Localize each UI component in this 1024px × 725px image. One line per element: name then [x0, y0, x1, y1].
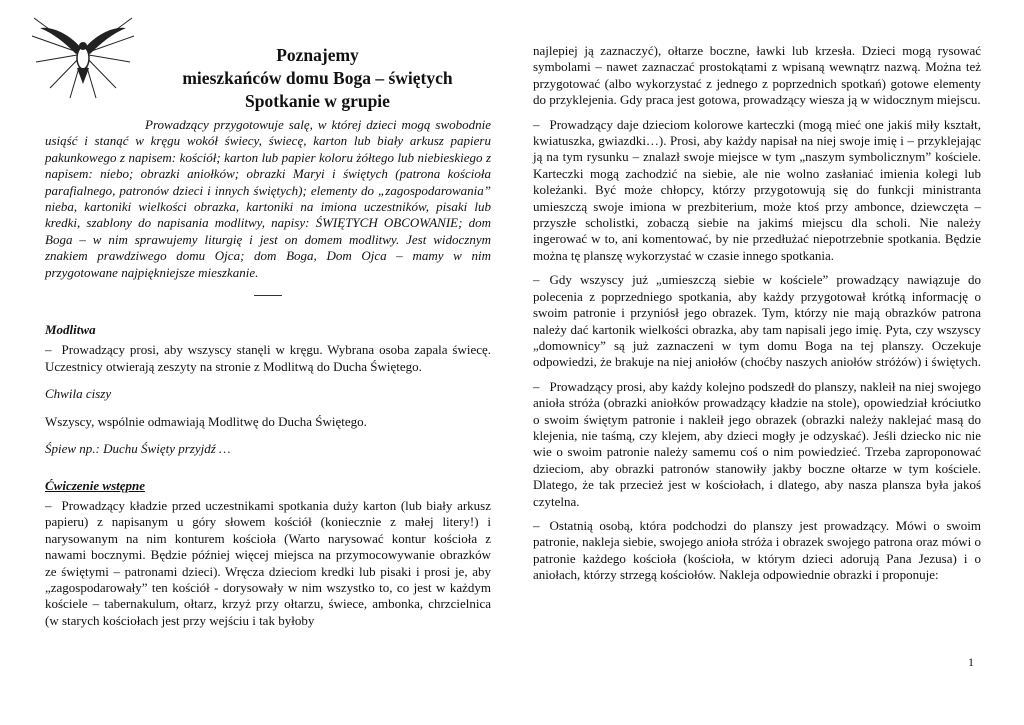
right-paragraph-2 — [533, 272, 981, 370]
prayer-heading: Modlitwa — [45, 322, 96, 338]
right-column — [533, 43, 981, 592]
dash-bullet: – — [45, 342, 52, 358]
prayer-text: Prowadzący prosi, aby wszyscy stanęli w kręgu. Wybrana osoba zapala świecę. Uczestnicy otwierają zeszyty na stronie z Modlitwą do Ducha Świętego. — [45, 342, 491, 374]
silence-line: Chwila ciszy — [45, 386, 112, 402]
page-number: 1 — [968, 655, 974, 669]
prayer-paragraph — [45, 342, 491, 375]
exercise-heading — [45, 478, 491, 494]
right-text-3: Prowadzący prosi, aby każdy kolejno podszedł do planszy, nakleił na niej swojego anioła stróża (obrazki aniołków prowadzący kładzie na stole), opowiedział króciutko o swoim świętym patronie i nakleił jego obrazek (obrazki należy naklejać masą do klejenia, nie taśmą, czy klejem, aby dzieci mogły je odzyskać). Jeśli dziecko nic nie wie o swoim patronie należy samemu coś o nim powiedzieć. Trzeba zaproponować dzieciom, aby obrazki patronów stanowiły jakby boczne ołtarze w tym kościele. Dlatego, że tak przecież jest w kościołach, i dlatego, aby nasza plansza była jakoś czytelna. — [533, 378, 981, 509]
right-text-4: Ostatnią osobą, która podchodzi do planszy jest prowadzący. Mówi o swoim patronie, nakleja siebie, swojego anioła stróża i obrazek swojego patrona oraz mówi o patronie każdego kościoła (kościoła, w którym dzieci adorują Pana Jezusa) i o aniołach, którzy strzegą kościołów. Nakleja odpowiednie obrazki i proponuje: — [533, 517, 981, 583]
holy-spirit-dove-icon — [30, 14, 136, 100]
right-paragraph-1 — [533, 117, 981, 265]
right-paragraph-4 — [533, 518, 981, 584]
dash-bullet: – — [533, 272, 540, 288]
together-line: Wszyscy, wspólnie odmawiają Modlitwę do Ducha Świętego. — [45, 413, 367, 429]
song-line: Śpiew np.: Duchu Święty przyjdź … — [45, 441, 231, 457]
right-text-1: Prowadzący daje dzieciom kolorowe karteczki (mogą mieć one jakiś miły kształt, kwiatuszka, gwiazdki…). Prosi, aby każdy napisał na niej swoje imię i – przyklejając ją na tym rysunku – znalazł swoje miejsce w tym „naszym symbolicznym” kościele. Karteczki mogą zachodzić na siebie, ale nie wolno zasłaniać imienia kolegi lub koleżanki. Być może chłopcy, którzy przygotowują się do funkcji ministranta umieszczą swoje imiona w prezbiterium, może ktoś przy ambonce, dziewczęta – przyszłe scholistki, zobaczą siebie na jakimś miejscu dla scholi. Nie należy ingerować w to, ani komentować, by nie przedłużać niepotrzebnie spotkania. Będzie można tę planszę wykorzystać w czasie innego spotkania. — [533, 116, 981, 263]
dash-bullet: – — [45, 497, 52, 513]
exercise-text: Prowadzący kładzie przed uczestnikami spotkania duży karton (lub biały arkusz papieru) z napisanym u góry słowem kościół (koniecznie z małej litery!) i narysowanym na nim konturem kościoła (Warto narysować kontur kościoła z nawami bocznymi. Będzie później więcej miejsca na przymocowywanie obrazków ze świętymi – patronami dzieci). Wręcza dzieciom kredki lub pisaki i prosi je, aby „zagospodarowały” ten kościół - dorysowały w nim wszystko to, co jest w każdym kościele – tabernakulum, ołtarz, krzyż przy ołtarzu, świece, ambonka, chrzcielnica (w starych kościołach jest przy wejściu i tak byłoby — [45, 497, 491, 628]
dash-bullet: – — [533, 378, 540, 394]
left-column — [45, 117, 491, 635]
title-line-1: Poznajemy — [276, 45, 359, 65]
dash-bullet: – — [533, 116, 540, 132]
page-title — [150, 44, 485, 113]
exercise-paragraph — [45, 498, 491, 629]
intro-paragraph: Prowadzący przygotowuje salę, w której dzieci mogą swobodnie usiąść i stanąć w kręgu wokół świecy, świecę, karton lub biały arkusz papieru pakunkowego z napisem: kościół; karton lub papier koloru żółtego lub niebieskiego z napisem: niebo; obrazki aniołków; obrazki Maryi i świętych (patrona kościoła parafialnego, patronów dzieci i innych świętych); elementy do „zagospodarowania” nieba, kartoniki wielkości obrazka, kartoniki na imiona uczestników, pisaki lub kredki, szablony do napisania modlitwy, napisy: ŚWIĘTYCH OBCOWANIE; dom Boga – w nim sprawujemy liturgię i jest on domem modlitwy. Jest widocznym znakiem prawdziwego domu Ojca; dom Boga, Dom Ojca – mamy w nim przygotowane najpiękniejsze mieszkanie. — [45, 117, 491, 280]
title-line-3: Spotkanie w grupie — [245, 91, 390, 111]
right-paragraph-0: najlepiej ją zaznaczyć), ołtarze boczne, ławki lub krzesła. Dzieci mogą rysować symbolami – nawet zaznaczać prostokątami z wpisaną wewnątrz nazwą. Można też przygotować (albo wykorzystać z jednego z poprzednich spotkań) gotowe elementy do przyklejenia. Gdy praca jest gotowa, prowadzący wiesza ją w widocznym miejscu. — [533, 43, 981, 108]
dash-bullet: – — [533, 517, 540, 533]
exercise-heading-text: Ćwiczenie wstępne — [45, 477, 146, 493]
right-text-2: Gdy wszyscy już „umieszczą siebie w kościele” prowadzący nawiązuje do polecenia z poprzedniego spotkania, aby każdy przygotował krótką informację o swoim patronie i przyniósł jego obrazek. Tym, którzy nie mają obrazków patrona należy dać kartonik wielkości obrazka, aby tam napisali jego imię. Pyta, czy wszyscy „domownicy” są już zaznaczeni w tym domu Boga na tej planszy. Oczekuje odpowiedzi, że brakuje na niej aniołów (choćby naszych aniołów stróżów) i świętych. — [533, 272, 981, 370]
right-paragraph-3 — [533, 379, 981, 510]
title-line-2: mieszkańców domu Boga – świętych — [182, 68, 453, 88]
section-divider — [254, 295, 282, 296]
